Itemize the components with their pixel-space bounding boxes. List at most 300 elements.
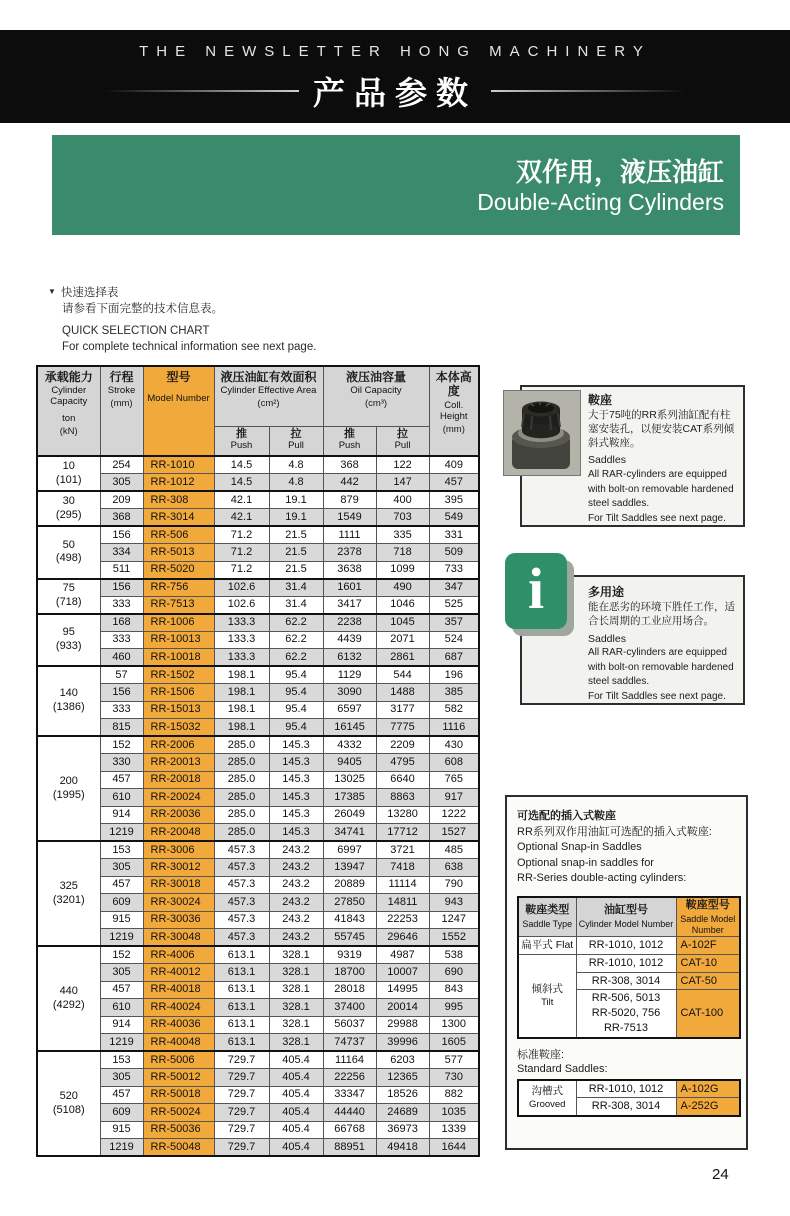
cell-pull-oil: 6640 (376, 771, 429, 789)
cell-model: RR-30024 (143, 894, 214, 912)
cell-pull-area: 405.4 (269, 1121, 323, 1139)
cell-push-oil: 6132 (323, 649, 376, 667)
cell-height: 638 (429, 859, 479, 877)
table-row (518, 954, 740, 972)
cell-pull-area: 405.4 (269, 1051, 323, 1069)
cell-model: RR-3006 (143, 841, 214, 859)
cell-push-oil: 3090 (323, 684, 376, 702)
cell-push-oil: 2238 (323, 614, 376, 632)
cell-height: 1300 (429, 1016, 479, 1034)
table-row (37, 736, 479, 754)
cell-pull-oil: 3177 (376, 701, 429, 719)
cell-pull-area: 145.3 (269, 736, 323, 754)
cell-pull-area: 243.2 (269, 894, 323, 912)
cell-height: 687 (429, 649, 479, 667)
cell-model: RR-40018 (143, 981, 214, 999)
cell-cylinder-models: RR-506, 5013 RR-5020, 756 RR-7513 (576, 990, 676, 1038)
cell-push-area: 285.0 (214, 789, 269, 807)
cell-saddle-type: 沟槽式 Grooved (518, 1080, 576, 1117)
cell-model: RR-30036 (143, 911, 214, 929)
cell-pull-oil: 544 (376, 666, 429, 684)
cell-push-area: 71.2 (214, 544, 269, 562)
cell-model: RR-10013 (143, 631, 214, 649)
cell-push-area: 198.1 (214, 666, 269, 684)
table-row (37, 824, 479, 842)
table-row (37, 754, 479, 772)
cell-stroke: 156 (100, 579, 143, 597)
table-row (37, 929, 479, 947)
cell-height: 524 (429, 631, 479, 649)
saddles-body-en: All RAR-cylinders are equipped with bolt-on removable hardened steel saddles. (588, 469, 734, 510)
cell-push-oil: 11164 (323, 1051, 376, 1069)
info-body-en: All RAR-cylinders are equipped with bolt-on removable hardened steel saddles. (588, 647, 734, 688)
triangle-marker-icon: ▼ (48, 287, 56, 296)
cell-model: RR-50048 (143, 1139, 214, 1157)
cell-stroke: 156 (100, 526, 143, 544)
cell-pull-oil: 1046 (376, 596, 429, 614)
cell-push-oil: 74737 (323, 1034, 376, 1052)
cell-stroke: 610 (100, 789, 143, 807)
section-banner (52, 135, 740, 235)
cell-height: 917 (429, 789, 479, 807)
cell-model: RR-40036 (143, 1016, 214, 1034)
cell-height: 690 (429, 964, 479, 982)
cell-stroke: 460 (100, 649, 143, 667)
cell-pull-oil: 39996 (376, 1034, 429, 1052)
cell-stroke: 457 (100, 771, 143, 789)
cell-capacity: 325 (3201) (37, 841, 100, 946)
cell-model: RR-50036 (143, 1121, 214, 1139)
intro-block (48, 286, 316, 355)
cell-stroke: 915 (100, 1121, 143, 1139)
cell-push-oil: 13025 (323, 771, 376, 789)
col-header-oil: 液压油容量 Oil Capacity (cm³) (323, 366, 429, 426)
cell-stroke: 333 (100, 596, 143, 614)
cell-model: RR-1006 (143, 614, 214, 632)
cell-pull-area: 145.3 (269, 789, 323, 807)
banner-title-zh: 双作用，液压油缸 (515, 157, 724, 187)
cell-push-oil: 18700 (323, 964, 376, 982)
cell-push-oil: 6997 (323, 841, 376, 859)
standard-title-zh: 标准鞍座: (517, 1048, 565, 1061)
divider-line (491, 90, 686, 92)
table-row (37, 1086, 479, 1104)
cell-pull-oil: 29988 (376, 1016, 429, 1034)
cell-model: RR-40012 (143, 964, 214, 982)
cell-push-oil: 88951 (323, 1139, 376, 1157)
intro-en-sub: For complete technical information see next page. (62, 340, 317, 353)
cell-stroke: 152 (100, 946, 143, 964)
table-row (37, 456, 479, 474)
cell-height: 943 (429, 894, 479, 912)
cell-push-area: 457.3 (214, 859, 269, 877)
cell-push-area: 42.1 (214, 509, 269, 527)
cell-push-oil: 20889 (323, 876, 376, 894)
cell-push-area: 613.1 (214, 1034, 269, 1052)
cell-stroke: 609 (100, 1104, 143, 1122)
cell-stroke: 368 (100, 509, 143, 527)
subcol-header-pull-oil: 拉 Pull (376, 426, 429, 456)
cell-saddle-model: CAT-10 (676, 954, 740, 972)
info-icon: i (505, 553, 567, 629)
cell-push-oil: 28018 (323, 981, 376, 999)
cell-model: RR-30012 (143, 859, 214, 877)
saddles-body-zh: 大于75吨的RR系列油缸配有柱塞安装孔，以便安装CAT系列倾斜式鞍座。 (588, 408, 735, 449)
table-row (37, 1121, 479, 1139)
cell-pull-oil: 335 (376, 526, 429, 544)
table-row (37, 1104, 479, 1122)
snap-table-body (518, 936, 740, 1038)
cell-pull-area: 405.4 (269, 1069, 323, 1087)
table-row (37, 789, 479, 807)
col-header-height: 本体高度 Coll. Height (mm) (429, 366, 479, 456)
cell-pull-area: 62.2 (269, 631, 323, 649)
cell-height: 882 (429, 1086, 479, 1104)
cell-pull-area: 95.4 (269, 666, 323, 684)
cell-saddle-model: A-102F (676, 936, 740, 954)
cell-stroke: 914 (100, 1016, 143, 1034)
cell-stroke: 334 (100, 544, 143, 562)
cell-pull-area: 31.4 (269, 579, 323, 597)
cell-model: RR-20018 (143, 771, 214, 789)
cell-stroke: 209 (100, 491, 143, 509)
cell-pull-oil: 7418 (376, 859, 429, 877)
cell-push-area: 613.1 (214, 964, 269, 982)
cell-push-oil: 4332 (323, 736, 376, 754)
cell-stroke: 305 (100, 1069, 143, 1087)
cell-push-area: 729.7 (214, 1086, 269, 1104)
cell-pull-oil: 2071 (376, 631, 429, 649)
cell-push-oil: 6597 (323, 701, 376, 719)
cell-push-oil: 26049 (323, 806, 376, 824)
cell-push-oil: 13947 (323, 859, 376, 877)
table-row (37, 596, 479, 614)
cell-push-oil: 56037 (323, 1016, 376, 1034)
cell-pull-oil: 1099 (376, 561, 429, 579)
table-row (37, 491, 479, 509)
cell-height: 577 (429, 1051, 479, 1069)
saddle-photo (503, 390, 581, 476)
cell-pull-area: 243.2 (269, 841, 323, 859)
cell-pull-area: 4.8 (269, 456, 323, 474)
cell-push-oil: 1129 (323, 666, 376, 684)
cell-stroke: 153 (100, 1051, 143, 1069)
cell-push-oil: 33347 (323, 1086, 376, 1104)
cell-height: 1527 (429, 824, 479, 842)
cell-pull-area: 405.4 (269, 1104, 323, 1122)
cell-push-oil: 1549 (323, 509, 376, 527)
cell-pull-oil: 14811 (376, 894, 429, 912)
cell-saddle-model: CAT-100 (676, 990, 740, 1038)
cell-height: 582 (429, 701, 479, 719)
cell-pull-area: 328.1 (269, 981, 323, 999)
cell-push-area: 133.3 (214, 649, 269, 667)
cell-push-oil: 66768 (323, 1121, 376, 1139)
cell-capacity: 520 (5108) (37, 1051, 100, 1156)
snap-sub-en1: Optional snap-in saddles for (517, 856, 654, 869)
cell-pull-area: 328.1 (269, 1034, 323, 1052)
cell-height: 331 (429, 526, 479, 544)
cell-stroke: 333 (100, 701, 143, 719)
cell-pull-oil: 4795 (376, 754, 429, 772)
cell-stroke: 457 (100, 1086, 143, 1104)
cell-push-area: 14.5 (214, 474, 269, 492)
cell-model: RR-20036 (143, 806, 214, 824)
col-header-capacity: 承载能力 Cylinder Capacity ton (kN) (37, 366, 100, 456)
cell-saddle-type: 扁平式 Flat (518, 936, 576, 954)
snap-title-en: Optional Snap-in Saddles (517, 841, 642, 854)
cell-pull-area: 243.2 (269, 876, 323, 894)
cell-push-area: 102.6 (214, 596, 269, 614)
cell-stroke: 457 (100, 876, 143, 894)
snap-sub-en2: RR-Series double-acting cylinders: (517, 872, 687, 885)
cell-push-area: 42.1 (214, 491, 269, 509)
cell-height: 1247 (429, 911, 479, 929)
cell-stroke: 305 (100, 474, 143, 492)
cell-pull-area: 95.4 (269, 684, 323, 702)
table-row (37, 684, 479, 702)
cell-height: 196 (429, 666, 479, 684)
cell-model: RR-50012 (143, 1069, 214, 1087)
cell-push-oil: 1111 (323, 526, 376, 544)
table-row (37, 666, 479, 684)
cell-height: 457 (429, 474, 479, 492)
table-row (37, 631, 479, 649)
table-row (37, 526, 479, 544)
table-row (37, 981, 479, 999)
cell-saddle-model: CAT-50 (676, 972, 740, 990)
cell-push-area: 457.3 (214, 876, 269, 894)
saddles-title-zh: 鞍座 (588, 393, 613, 407)
cell-pull-area: 19.1 (269, 509, 323, 527)
cell-push-area: 613.1 (214, 946, 269, 964)
cell-push-area: 457.3 (214, 894, 269, 912)
cell-pull-area: 145.3 (269, 824, 323, 842)
cell-model: RR-308 (143, 491, 214, 509)
cell-pull-oil: 12365 (376, 1069, 429, 1087)
intro-zh-title: 快速选择表 (60, 287, 119, 299)
cell-stroke: 815 (100, 719, 143, 737)
table-row (37, 999, 479, 1017)
cell-model: RR-15032 (143, 719, 214, 737)
cell-pull-oil: 36973 (376, 1121, 429, 1139)
masthead (0, 30, 790, 123)
cell-pull-oil: 122 (376, 456, 429, 474)
cell-pull-oil: 24689 (376, 1104, 429, 1122)
cell-push-oil: 17385 (323, 789, 376, 807)
cell-height: 733 (429, 561, 479, 579)
cell-height: 549 (429, 509, 479, 527)
cell-pull-area: 145.3 (269, 806, 323, 824)
cell-push-oil: 55745 (323, 929, 376, 947)
cell-pull-area: 328.1 (269, 1016, 323, 1034)
cell-model: RR-20013 (143, 754, 214, 772)
cell-push-area: 729.7 (214, 1069, 269, 1087)
cell-pull-oil: 400 (376, 491, 429, 509)
cell-model: RR-1506 (143, 684, 214, 702)
saddles-footer-en: For Tilt Saddles see next page. (588, 512, 726, 524)
cell-pull-area: 31.4 (269, 596, 323, 614)
cell-push-oil: 44440 (323, 1104, 376, 1122)
table-row (37, 509, 479, 527)
snap-title-zh: 可选配的插入式鞍座 (517, 810, 616, 822)
snap-sub-zh: RR系列双作用油缸可选配的插入式鞍座: (517, 825, 712, 838)
cell-stroke: 254 (100, 456, 143, 474)
cell-capacity: 95 (933) (37, 614, 100, 667)
cell-height: 1116 (429, 719, 479, 737)
divider-line (104, 90, 299, 92)
quick-selection-table (36, 365, 480, 1157)
cell-pull-area: 19.1 (269, 491, 323, 509)
cell-push-oil: 1601 (323, 579, 376, 597)
cell-pull-oil: 490 (376, 579, 429, 597)
intro-en-title: QUICK SELECTION CHART (62, 325, 210, 338)
cell-model: RR-4006 (143, 946, 214, 964)
cell-capacity: 140 (1386) (37, 666, 100, 736)
cell-pull-area: 243.2 (269, 929, 323, 947)
cell-pull-area: 405.4 (269, 1086, 323, 1104)
table-row (37, 1034, 479, 1052)
table-row (518, 1080, 740, 1098)
cell-push-oil: 4439 (323, 631, 376, 649)
masthead-kicker: THE NEWSLETTER HONG MACHINERY (139, 43, 651, 60)
standard-table-body (518, 1080, 740, 1117)
cell-stroke: 609 (100, 894, 143, 912)
cell-push-area: 14.5 (214, 456, 269, 474)
cell-height: 430 (429, 736, 479, 754)
cell-model: RR-20024 (143, 789, 214, 807)
table-row (37, 946, 479, 964)
cell-height: 347 (429, 579, 479, 597)
col-header-area: 液压油缸有效面积 Cylinder Effective Area (cm²) (214, 366, 323, 426)
table-row (37, 474, 479, 492)
cell-pull-area: 145.3 (269, 754, 323, 772)
cell-height: 1339 (429, 1121, 479, 1139)
snap-col-saddle: 鞍座型号 Saddle Model Number (676, 897, 740, 936)
page-number: 24 (712, 1166, 729, 1183)
cell-pull-oil: 1488 (376, 684, 429, 702)
cell-cylinder-models: RR-1010, 1012 (576, 1080, 676, 1098)
cell-push-area: 285.0 (214, 824, 269, 842)
saddles-title-en: Saddles (588, 454, 626, 467)
cell-pull-oil: 147 (376, 474, 429, 492)
cell-push-oil: 27850 (323, 894, 376, 912)
cell-height: 608 (429, 754, 479, 772)
standard-title-en: Standard Saddles: (517, 1063, 608, 1076)
cell-stroke: 168 (100, 614, 143, 632)
cell-push-area: 285.0 (214, 736, 269, 754)
cell-push-area: 71.2 (214, 561, 269, 579)
main-table-body (37, 456, 479, 1156)
standard-saddle-table (517, 1079, 741, 1118)
cell-pull-oil: 7775 (376, 719, 429, 737)
cell-model: RR-1502 (143, 666, 214, 684)
table-row (37, 1051, 479, 1069)
cell-pull-area: 145.3 (269, 771, 323, 789)
cell-stroke: 1219 (100, 929, 143, 947)
cell-push-area: 729.7 (214, 1121, 269, 1139)
cell-pull-area: 328.1 (269, 946, 323, 964)
cell-model: RR-50018 (143, 1086, 214, 1104)
table-row (37, 1069, 479, 1087)
subcol-header-push-area: 推 Push (214, 426, 269, 456)
table-row (37, 859, 479, 877)
table-row (37, 911, 479, 929)
cell-pull-oil: 3721 (376, 841, 429, 859)
cell-model: RR-756 (143, 579, 214, 597)
cell-model: RR-5006 (143, 1051, 214, 1069)
snap-col-type: 鞍座类型 Saddle Type (518, 897, 576, 936)
cell-model: RR-506 (143, 526, 214, 544)
cell-push-area: 729.7 (214, 1104, 269, 1122)
cell-push-oil: 34741 (323, 824, 376, 842)
cell-height: 730 (429, 1069, 479, 1087)
cell-height: 995 (429, 999, 479, 1017)
cell-push-area: 613.1 (214, 1016, 269, 1034)
cell-pull-oil: 718 (376, 544, 429, 562)
cell-pull-area: 21.5 (269, 561, 323, 579)
cell-stroke: 57 (100, 666, 143, 684)
cell-model: RR-15013 (143, 701, 214, 719)
cell-stroke: 153 (100, 841, 143, 859)
table-row (37, 649, 479, 667)
snap-in-saddle-table (517, 896, 741, 1039)
cell-saddle-model: A-252G (676, 1098, 740, 1116)
cell-pull-area: 21.5 (269, 526, 323, 544)
cell-push-area: 285.0 (214, 771, 269, 789)
cell-push-oil: 22256 (323, 1069, 376, 1087)
table-row (37, 894, 479, 912)
cell-pull-oil: 11114 (376, 876, 429, 894)
cell-height: 1035 (429, 1104, 479, 1122)
cell-push-oil: 9405 (323, 754, 376, 772)
cell-push-area: 198.1 (214, 701, 269, 719)
cell-pull-oil: 8863 (376, 789, 429, 807)
cell-stroke: 333 (100, 631, 143, 649)
cell-stroke: 915 (100, 911, 143, 929)
cell-stroke: 330 (100, 754, 143, 772)
cell-stroke: 152 (100, 736, 143, 754)
page-title: 产品参数 (312, 75, 477, 111)
table-row (37, 579, 479, 597)
cell-saddle-model: A-102G (676, 1080, 740, 1098)
cell-push-oil: 2378 (323, 544, 376, 562)
subcol-header-push-oil: 推 Push (323, 426, 376, 456)
cell-push-oil: 879 (323, 491, 376, 509)
cell-stroke: 457 (100, 981, 143, 999)
cell-cylinder-models: RR-1010, 1012 (576, 954, 676, 972)
cell-height: 1552 (429, 929, 479, 947)
cell-push-area: 457.3 (214, 841, 269, 859)
cell-push-area: 102.6 (214, 579, 269, 597)
cell-pull-oil: 1045 (376, 614, 429, 632)
cell-pull-oil: 22253 (376, 911, 429, 929)
cell-push-oil: 16145 (323, 719, 376, 737)
table-row (37, 876, 479, 894)
cell-pull-area: 62.2 (269, 649, 323, 667)
cell-pull-oil: 14995 (376, 981, 429, 999)
cell-model: RR-5013 (143, 544, 214, 562)
cell-stroke: 511 (100, 561, 143, 579)
cell-model: RR-40024 (143, 999, 214, 1017)
cell-stroke: 1219 (100, 1139, 143, 1157)
cell-model: RR-1012 (143, 474, 214, 492)
cell-pull-oil: 49418 (376, 1139, 429, 1157)
intro-zh-sub: 请参看下面完整的技术信息表。 (62, 302, 223, 315)
cell-push-area: 285.0 (214, 754, 269, 772)
cell-height: 509 (429, 544, 479, 562)
cell-push-area: 133.3 (214, 631, 269, 649)
